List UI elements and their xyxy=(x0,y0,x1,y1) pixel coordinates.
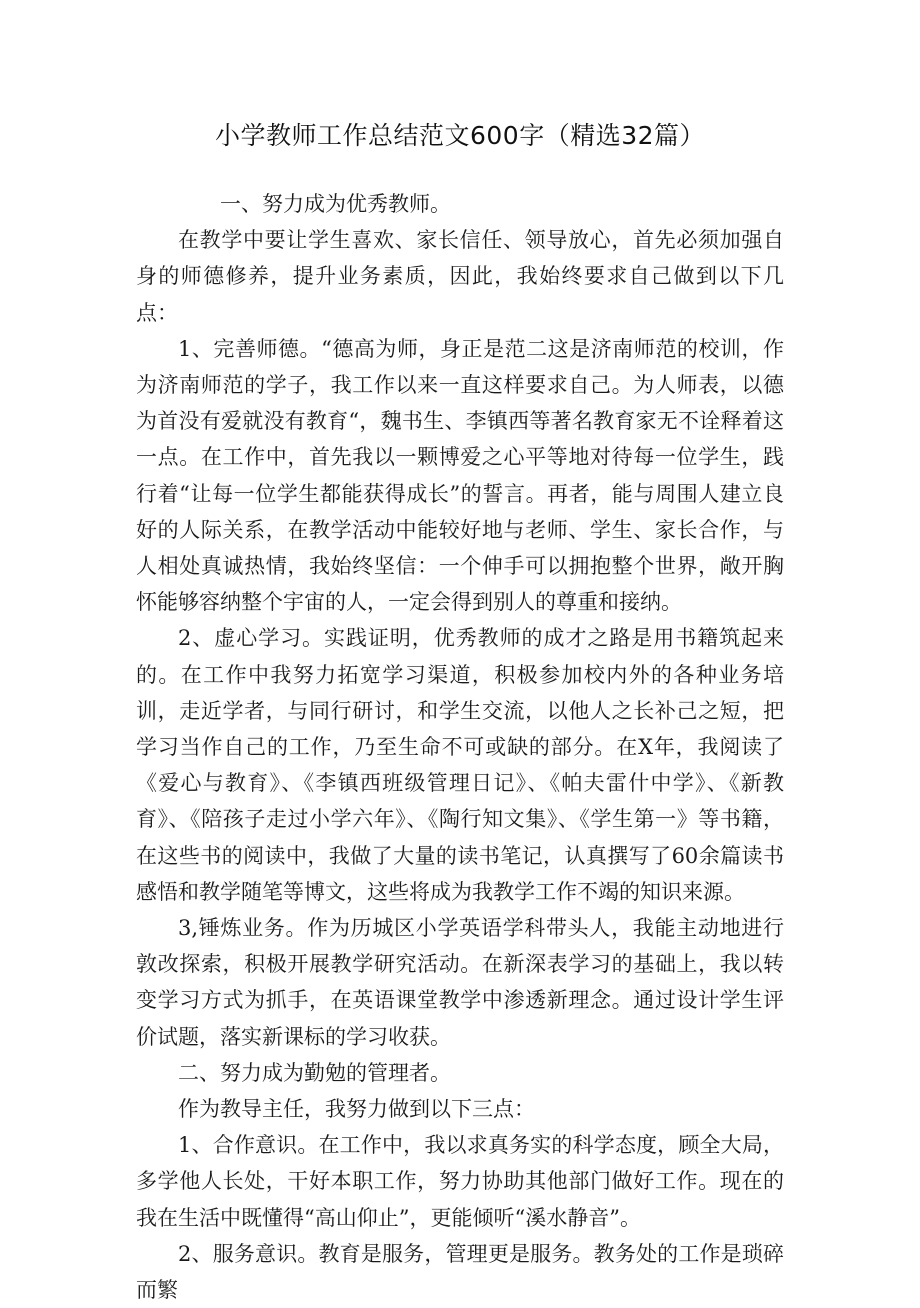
document-title: 小学教师工作总结范文600字（精选32篇） xyxy=(214,121,706,150)
section-heading-1: 一、努力成为优秀教师。 xyxy=(220,192,451,216)
paragraph: 作为教导主任，我努力做到以下三点： xyxy=(178,1097,535,1122)
paragraph: 2、虚心学习。实践证明，优秀教师的成才之路是用书籍筑起来的。在工作中我努力拓宽学习渠道，积极参加校内外的各种业务培训，走近学者，与同行研讨，和学生交流，以他人之长补己之短，把学习当作自己的工作，乃至生命不可或缺的部分。在X年，我阅读了《爱心与教育》、《李镇西班级管理日记》、《帕夫雷什中学》、《新教育》、《陪孩子走过小学六年》、《陶行知文集》、《学生第一》等书籍，在这些书的阅读中，我做了大量的读书笔记，认真撰写了60余篇读书感悟和教学随笔等博文，这些将成为我教学工作不竭的知识来源。 xyxy=(136,626,784,904)
paragraph: 在教学中要让学生喜欢、家长信任、领导放心，首先必须加强自身的师德修养，提升业务素质，因此，我始终要求自己做到以下几点： xyxy=(136,228,784,325)
paragraph: 2、服务意识。教育是服务，管理更是服务。教务处的工作是琐碎而繁 xyxy=(136,1241,784,1303)
section-heading-2: 二、努力成为勤勉的管理者。 xyxy=(178,1060,451,1085)
paragraph: 1、完善师德。“德高为师，身正是范二这是济南师范的校训，作为济南师范的学子，我工作以来一直这样要求自己。为人师表，以德为首没有爱就没有教育“，魏书生、李镇西等著名教育家无不诠释着这一点。在工作中，首先我以一颗博爱之心平等地对待每一位学生，践行着“让每一位学生都能获得成长”的誓言。再者，能与周围人建立良好的人际关系，在教学活动中能较好地与老师、学生、家长合作，与人相处真诚热情，我始终坚信：一个伸手可以拥抱整个世界，敞开胸怀能够容纳整个宇宙的人，一定会得到别人的尊重和接纳。 xyxy=(136,336,784,615)
document-body xyxy=(136,186,784,1308)
paragraph: 1、合作意识。在工作中，我以求真务实的科学态度，顾全大局，多学他人长处，干好本职工作，努力协助其他部门做好工作。现在的我在生活中既懂得“高山仰止”，更能倾听“溪水静音”。 xyxy=(136,1133,784,1230)
paragraph: 3,锤炼业务。作为历城区小学英语学科带头人，我能主动地进行敦改探索，积极开展教学研究活动。在新深表学习的基础上，我以转变学习方式为抓手，在英语课堂教学中渗透新理念。通过设计学生评价试题，落实新课标的学习收获。 xyxy=(136,916,784,1049)
